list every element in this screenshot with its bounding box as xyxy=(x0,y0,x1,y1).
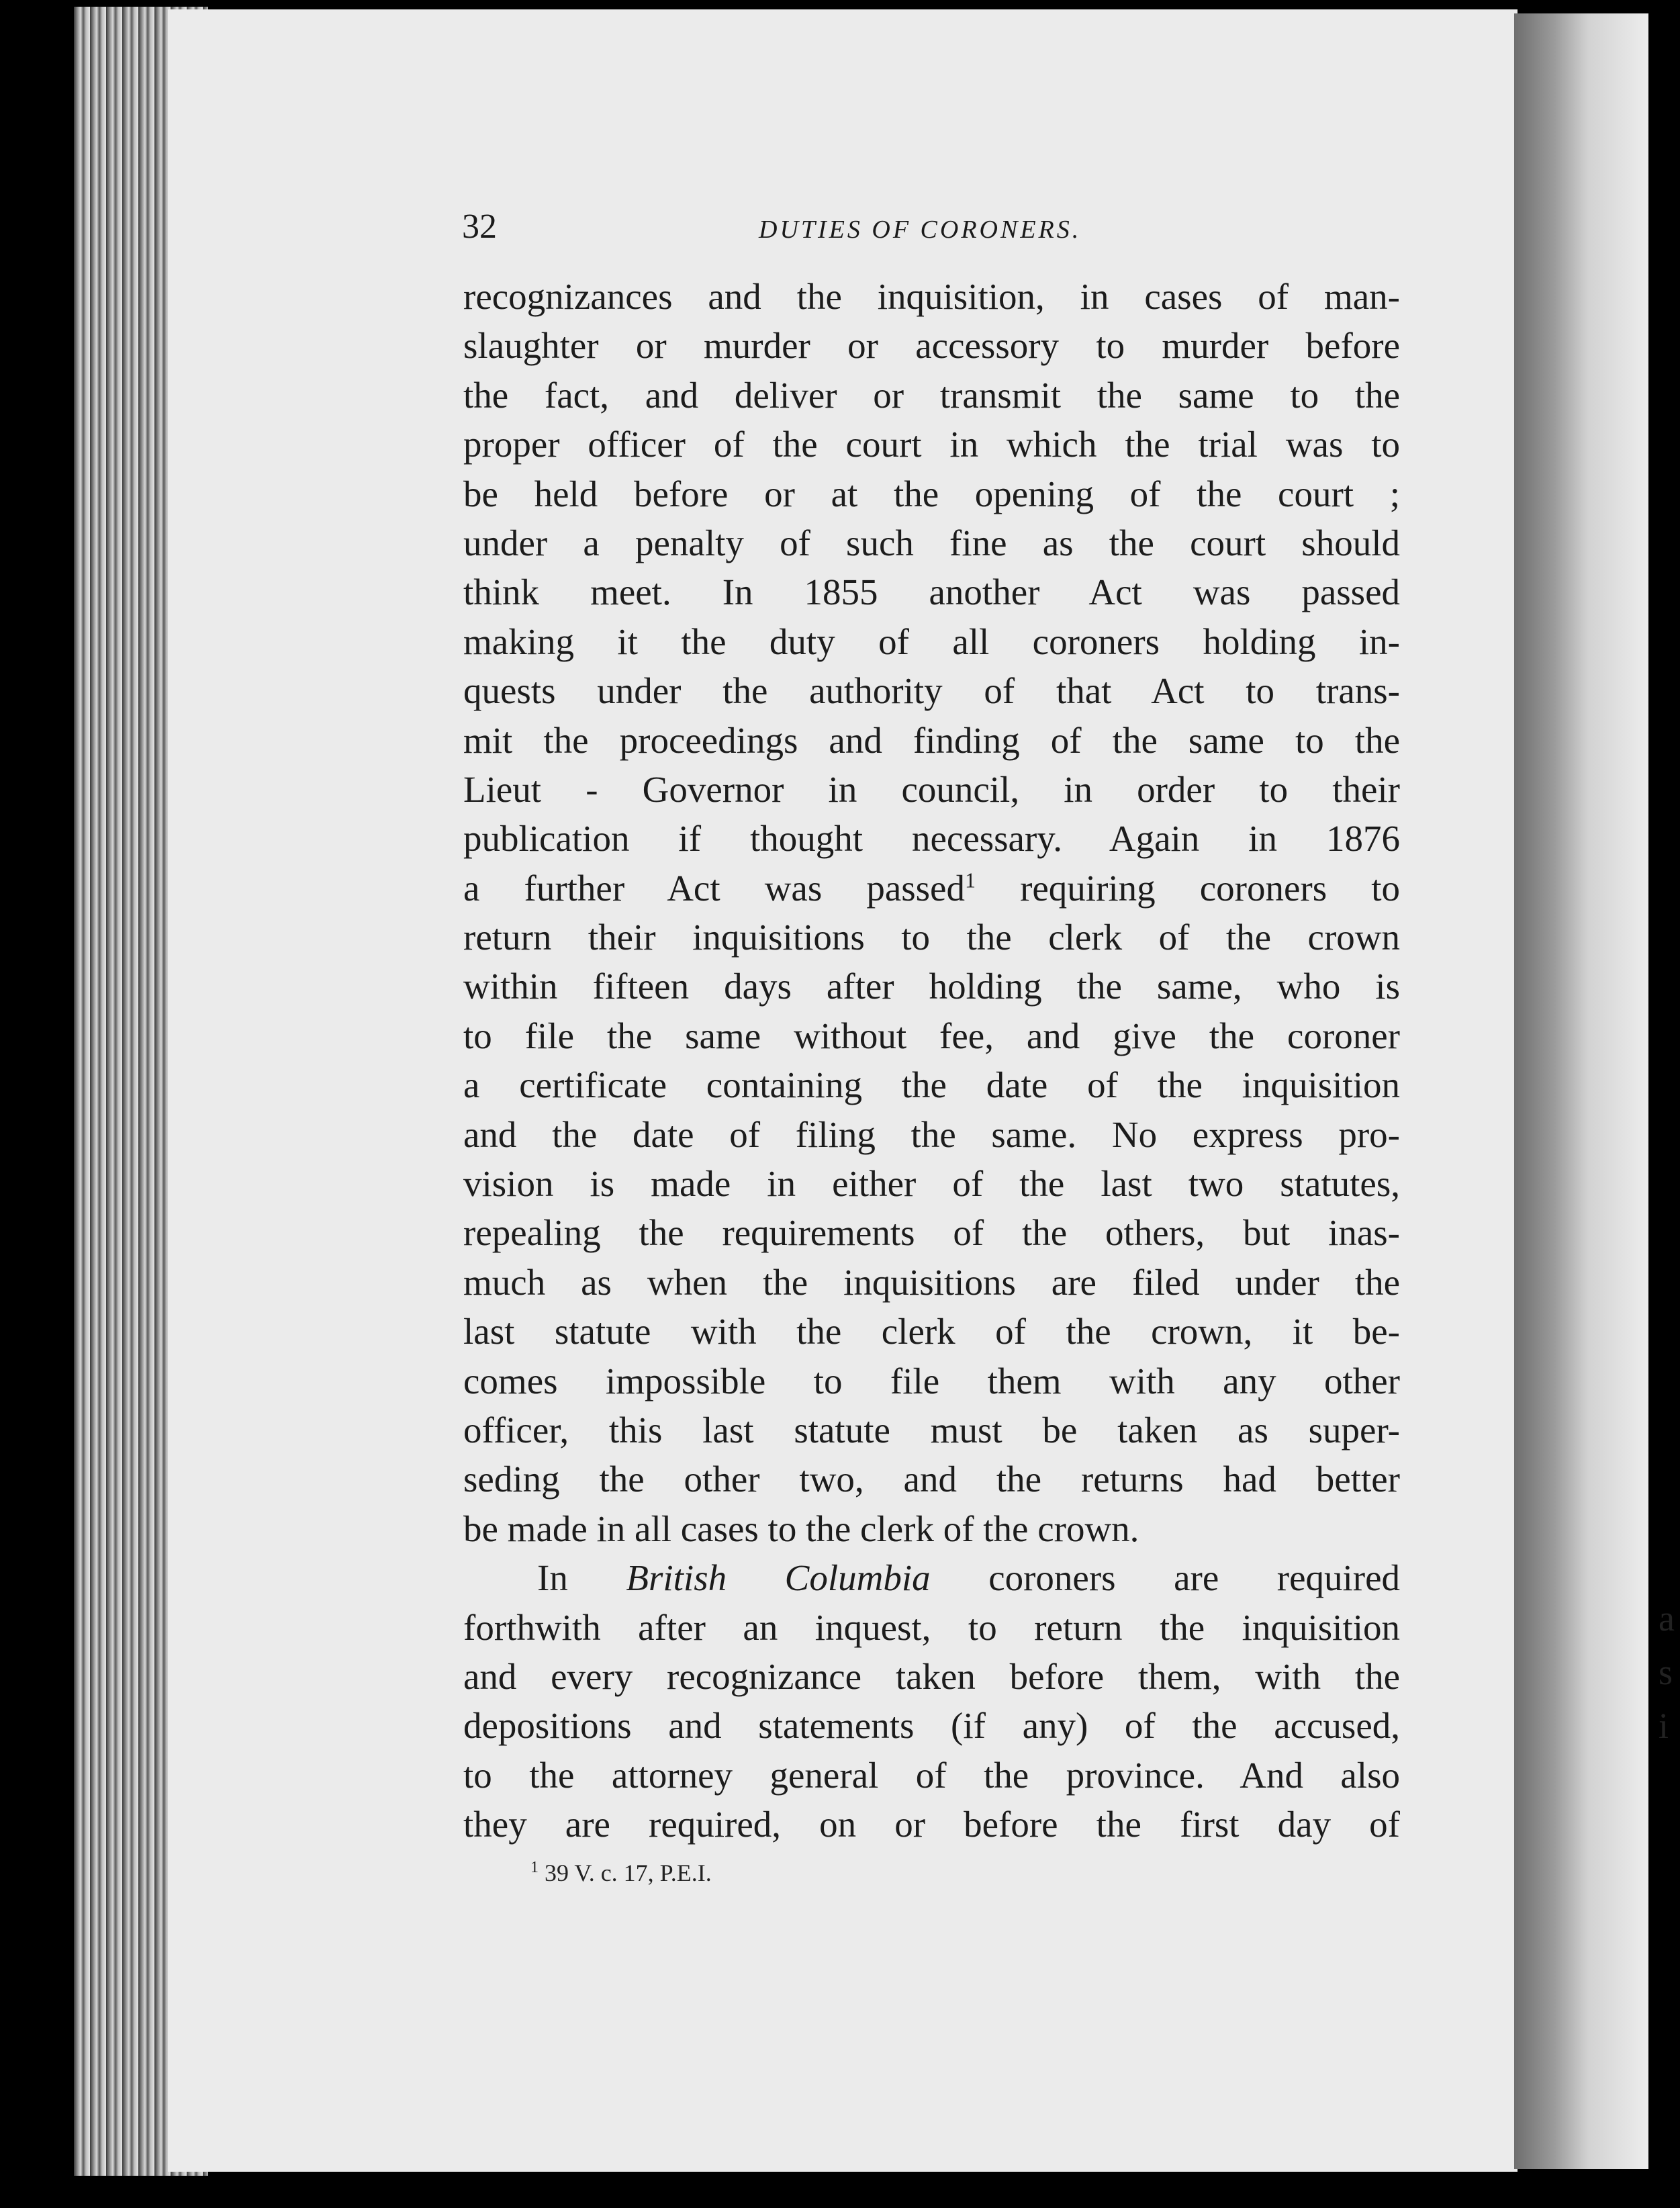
text-line: to file the same without fee, and give the coroner xyxy=(463,1015,1400,1056)
text-line: comes impossible to file them with any other xyxy=(463,1360,1400,1401)
text-line: last statute with the clerk of the crown, it be- xyxy=(463,1311,1400,1352)
text-line: a certificate containing the date of the inquisition xyxy=(463,1064,1400,1106)
footnote-text: 39 V. c. 17, P.E.I. xyxy=(545,1859,712,1886)
text-line: proper officer of the court in which the trial was to xyxy=(463,424,1400,465)
text-line: slaughter or murder or accessory to murder before xyxy=(463,325,1400,367)
right-page-fragments xyxy=(1659,1592,1679,1753)
text-line: under a penalty of such fine as the court should xyxy=(463,522,1400,563)
text-line: the fact, and deliver or transmit the same to the xyxy=(463,374,1400,416)
text-line: they are required, on or before the first day of xyxy=(463,1804,1400,1845)
text-line: seding the other two, and the returns had better xyxy=(463,1459,1400,1500)
footnote-reference: 1 xyxy=(964,868,976,892)
fragment-letter: i xyxy=(1659,1706,1669,1746)
para-lead: In xyxy=(537,1557,568,1599)
text-line: quests under the authority of that Act to trans- xyxy=(463,670,1400,712)
italic-place-name: British Columbia xyxy=(626,1557,931,1599)
text-line: be made in all cases to the clerk of the crown. xyxy=(463,1508,1139,1549)
body-text xyxy=(463,272,1400,1849)
text-line: recognizances and the inquisition, in cases of man- xyxy=(463,276,1400,317)
text-line: within fifteen days after holding the same, who is xyxy=(463,966,1400,1007)
fragment-letter: s xyxy=(1659,1652,1673,1692)
text-line: publication if thought necessary. Again in 1876 xyxy=(463,818,1400,860)
line-prefix: a further Act was passed xyxy=(463,867,965,909)
page-header xyxy=(462,207,1399,254)
line-suffix: coroners are required xyxy=(988,1557,1401,1599)
text-line: repealing the requirements of the others, but inas- xyxy=(463,1212,1400,1254)
right-page-edge xyxy=(1514,13,1648,2169)
page-number: 32 xyxy=(462,208,497,246)
text-line: making it the duty of all coroners holding in- xyxy=(463,620,1400,662)
text-line: vision is made in either of the last two statutes, xyxy=(463,1163,1400,1205)
running-head: DUTIES OF CORONERS. xyxy=(759,216,1082,244)
footnote-marker: 1 xyxy=(530,1859,539,1876)
text-line: and every recognizance taken before them, with the xyxy=(463,1655,1400,1697)
text-line: forthwith after an inquest, to return the inquisition xyxy=(463,1606,1400,1648)
text-line: depositions and statements (if any) of the accused, xyxy=(463,1705,1400,1747)
text-line: mit the proceedings and finding of the same to the xyxy=(463,719,1400,761)
text-line: return their inquisitions to the clerk of the crown xyxy=(463,917,1400,958)
fragment-letter: a xyxy=(1659,1598,1675,1639)
text-line: Lieut - Governor in council, in order to their xyxy=(463,768,1400,810)
text-line: officer, this last statute must be taken as super- xyxy=(463,1409,1400,1451)
text-line: to the attorney general of the province. And also xyxy=(463,1754,1400,1796)
scan-background xyxy=(1648,0,1680,2208)
line-suffix: requiring coroners to xyxy=(1020,867,1400,909)
text-line-with-footnote xyxy=(463,864,1400,913)
text-line: be held before or at the opening of the court ; xyxy=(463,473,1400,514)
paragraph-start-line xyxy=(463,1553,1400,1602)
text-line: think meet. In 1855 another Act was passed xyxy=(463,571,1400,613)
text-line: much as when the inquisitions are filed under the xyxy=(463,1261,1400,1303)
footnote xyxy=(530,1859,712,1887)
text-line: and the date of filing the same. No express pro- xyxy=(463,1113,1400,1155)
